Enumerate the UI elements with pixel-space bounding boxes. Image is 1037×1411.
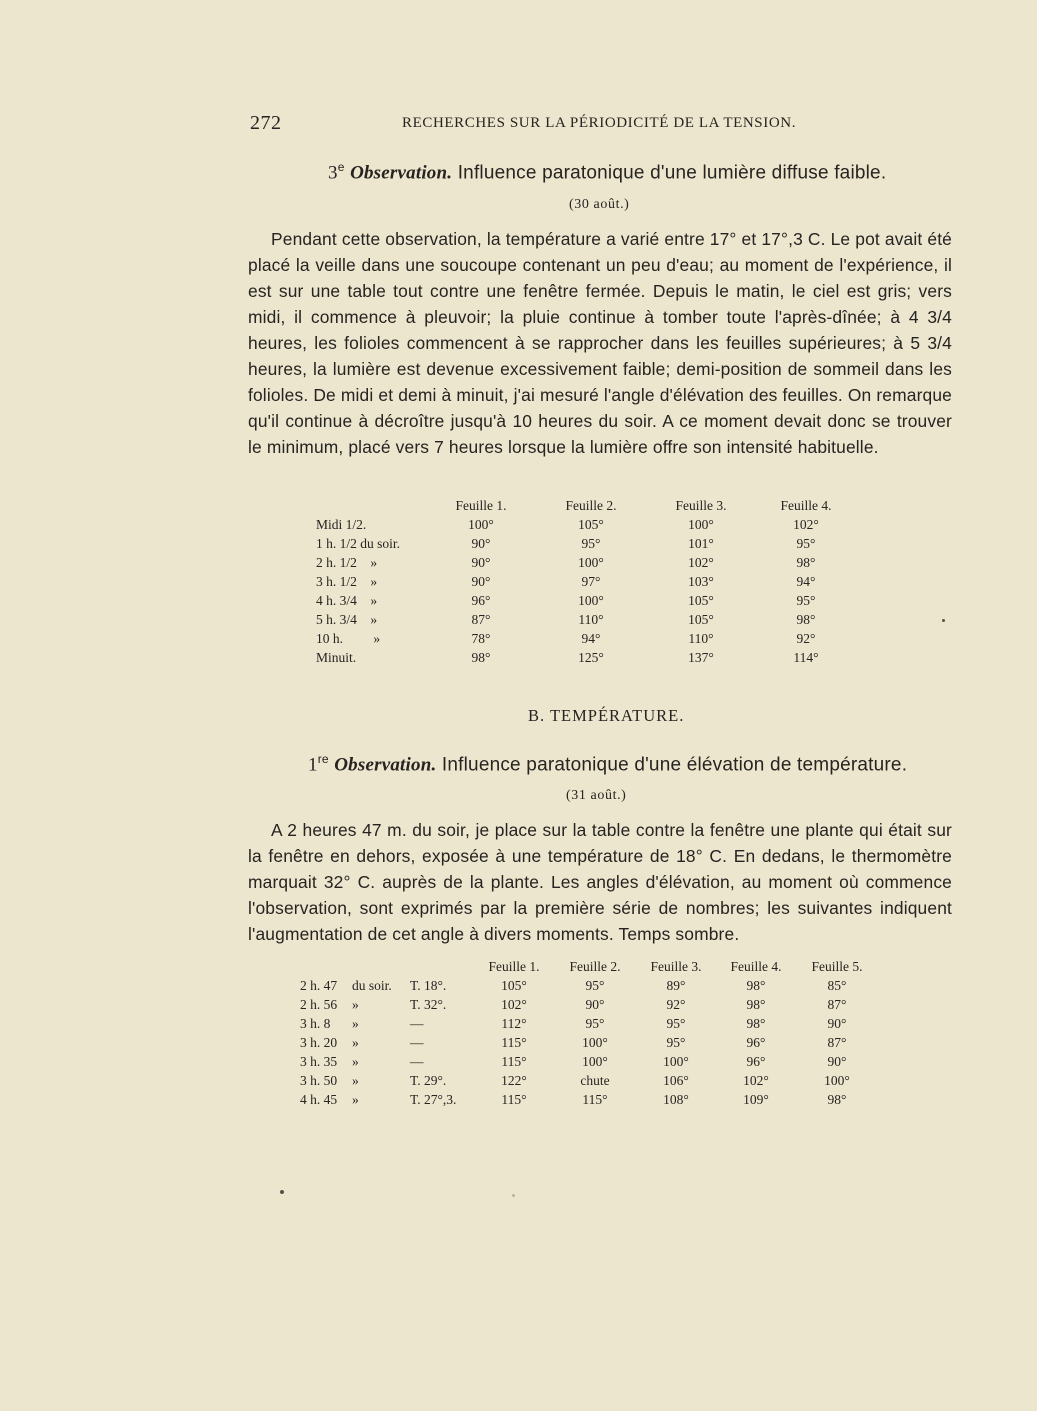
- observation-3-table: [316, 497, 856, 667]
- value-cell: 102°: [793, 516, 819, 532]
- value-cell: 92°: [666, 996, 686, 1012]
- value-cell: 108°: [663, 1091, 689, 1107]
- row-label-cell: 3 h. 1/2 »: [316, 573, 378, 589]
- value-cell: 110°: [578, 611, 604, 627]
- value-cell: 95°: [585, 977, 605, 993]
- row-label-cell: —: [410, 1015, 424, 1031]
- table-header-cell: [410, 958, 474, 976]
- value-cell: chute: [580, 1072, 610, 1088]
- value-cell: 95°: [666, 1034, 686, 1050]
- table-row: [316, 572, 856, 591]
- value-cell: 115°: [501, 1091, 527, 1107]
- value-cell: 137°: [688, 649, 714, 665]
- value-cell: 101°: [688, 535, 714, 551]
- table-header-cell: Feuille 3.: [675, 498, 727, 513]
- table-row: [316, 591, 856, 610]
- value-cell: 89°: [666, 977, 686, 993]
- value-cell: 90°: [471, 535, 491, 551]
- value-cell: 114°: [793, 649, 819, 665]
- table-header-cell: Feuille 1.: [488, 959, 540, 974]
- observation-number-suffix: re: [317, 752, 329, 766]
- value-cell: 96°: [471, 592, 491, 608]
- value-cell: 85°: [827, 977, 847, 993]
- value-cell: 95°: [796, 592, 816, 608]
- observation-number: 1: [308, 754, 318, 776]
- table-row: [300, 1014, 878, 1033]
- value-cell: 98°: [796, 554, 816, 570]
- running-title: RECHERCHES SUR LA PÉRIODICITÉ DE LA TENSION.: [402, 115, 797, 131]
- value-cell: 78°: [471, 630, 491, 646]
- value-cell: 122°: [501, 1072, 527, 1088]
- value-cell: 87°: [827, 996, 847, 1012]
- row-label-cell: 3 h. 50: [300, 1072, 338, 1088]
- value-cell: 100°: [578, 592, 604, 608]
- row-label-cell: T. 32°.: [410, 996, 447, 1012]
- table-row: [300, 1033, 878, 1052]
- value-cell: 98°: [746, 996, 766, 1012]
- value-cell: 105°: [578, 516, 604, 532]
- observation-title: Influence paratonique d'une élévation de température.: [441, 754, 908, 776]
- row-label-cell: 1 h. 1/2 du soir.: [316, 535, 401, 551]
- value-cell: 115°: [501, 1034, 527, 1050]
- value-cell: 100°: [582, 1034, 608, 1050]
- scan-speck: [512, 1194, 515, 1197]
- row-label-cell: —: [410, 1034, 424, 1050]
- value-cell: 95°: [666, 1015, 686, 1031]
- table-row: [316, 534, 856, 553]
- row-label-cell: 3 h. 20: [300, 1034, 338, 1050]
- value-cell: 90°: [827, 1053, 847, 1069]
- value-cell: 100°: [468, 516, 494, 532]
- value-cell: 100°: [582, 1053, 608, 1069]
- value-cell: 94°: [796, 573, 816, 589]
- value-cell: 94°: [581, 630, 601, 646]
- row-label-cell: »: [352, 1091, 359, 1107]
- observation-1-heading: [308, 752, 907, 776]
- table-row: [300, 1090, 878, 1109]
- row-label-cell: 4 h. 45: [300, 1091, 338, 1107]
- table-row: [316, 648, 856, 667]
- table-row: [316, 553, 856, 572]
- table-header-cell: [300, 958, 352, 976]
- observation-3-date: (30 août.): [569, 197, 630, 212]
- row-label-cell: 10 h. »: [316, 630, 381, 646]
- observation-label: Observation.: [334, 754, 437, 776]
- row-label-cell: »: [352, 1072, 359, 1088]
- row-label-cell: 2 h. 47: [300, 977, 338, 993]
- row-label-cell: du soir.: [352, 977, 392, 993]
- table-header-cell: Feuille 4.: [730, 959, 782, 974]
- value-cell: 102°: [501, 996, 527, 1012]
- table-header-row: [300, 958, 878, 976]
- table-header-cell: Feuille 2.: [569, 959, 621, 974]
- section-title: B. TEMPÉRATURE.: [528, 706, 685, 725]
- row-label-cell: 3 h. 8: [300, 1015, 331, 1031]
- value-cell: 90°: [585, 996, 605, 1012]
- table-header-cell: [352, 958, 410, 976]
- value-cell: 87°: [827, 1034, 847, 1050]
- observation-number: 3: [328, 162, 338, 184]
- observation-3-paragraph: Pendant cette observation, la température a varié entre 17° et 17°,3 C. Le pot avait été placé la veille dans une soucoupe contenant un peu d'eau; au moment de l'expérience, il est sur une table tout contre une fenêtre fermée. Depuis le matin, le ciel est gris; vers midi, il commence à pleuvoir; la pluie continue à tomber toute l'après-dînée; à 4 3/4 heures, les folioles commencent à se rapprocher dans les feuilles supérieures; à 5 3/4 heures, la lumière est devenue excessivement faible; demi-position de sommeil dans les folioles. De midi et demi à minuit, j'ai mesuré l'angle d'élévation des feuilles. On remarque qu'il continue à décroître jusqu'à 10 heures du soir. A ce moment devait donc se trouver le minimum, placé vers 7 heures lorsque la lumière offre son intensité habituelle.: [248, 229, 952, 457]
- value-cell: 98°: [471, 649, 491, 665]
- row-label-cell: »: [352, 1034, 359, 1050]
- value-cell: 98°: [796, 611, 816, 627]
- scan-speck: [280, 1190, 284, 1194]
- observation-label: Observation.: [350, 162, 453, 184]
- table-header-cell: Feuille 3.: [650, 959, 702, 974]
- table-row: [316, 515, 856, 534]
- row-label-cell: —: [410, 1053, 424, 1069]
- observation-1-paragraph: A 2 heures 47 m. du soir, je place sur la table contre la fenêtre une plante qui était sur la fenêtre en dehors, exposée à une température de 18° C. En dedans, le thermomètre marquait 32° C. auprès de la plante. Les angles d'élévation, au moment où commence l'observation, sont exprimés par la première série de nombres; les suivantes indiquent l'augmentation de cet angle à divers moments. Temps sombre.: [248, 820, 952, 944]
- value-cell: 125°: [578, 649, 604, 665]
- observation-title: Influence paratonique d'une lumière diffuse faible.: [457, 162, 887, 184]
- running-head: [250, 112, 950, 136]
- value-cell: 109°: [743, 1091, 769, 1107]
- value-cell: 97°: [581, 573, 601, 589]
- table-header-cell: Feuille 5.: [811, 959, 863, 974]
- row-label-cell: T. 27°,3.: [410, 1091, 457, 1107]
- value-cell: 105°: [501, 977, 527, 993]
- scan-speck: [942, 619, 945, 622]
- table-header-cell: Feuille 4.: [780, 498, 832, 513]
- table-header-cell: [316, 497, 426, 515]
- row-label-cell: Midi 1/2.: [316, 516, 367, 532]
- table-row: [316, 610, 856, 629]
- value-cell: 96°: [746, 1053, 766, 1069]
- value-cell: 100°: [824, 1072, 850, 1088]
- observation-3-heading: [328, 160, 886, 184]
- row-label-cell: 3 h. 35: [300, 1053, 338, 1069]
- row-label-cell: 4 h. 3/4 »: [316, 592, 378, 608]
- table-header-row: [316, 497, 856, 515]
- row-label-cell: T. 29°.: [410, 1072, 447, 1088]
- row-label-cell: »: [352, 1015, 359, 1031]
- value-cell: 92°: [796, 630, 816, 646]
- table-header-cell: Feuille 2.: [565, 498, 617, 513]
- value-cell: 87°: [471, 611, 491, 627]
- value-cell: 100°: [663, 1053, 689, 1069]
- row-label-cell: 2 h. 56: [300, 996, 338, 1012]
- table-row: [300, 995, 878, 1014]
- table-header-cell: Feuille 1.: [455, 498, 507, 513]
- table-row: [300, 1071, 878, 1090]
- value-cell: 98°: [746, 1015, 766, 1031]
- value-cell: 115°: [501, 1053, 527, 1069]
- row-label-cell: 5 h. 3/4 »: [316, 611, 378, 627]
- value-cell: 110°: [688, 630, 714, 646]
- value-cell: 100°: [688, 516, 714, 532]
- value-cell: 103°: [688, 573, 714, 589]
- table-row: [300, 976, 878, 995]
- value-cell: 105°: [688, 592, 714, 608]
- value-cell: 95°: [581, 535, 601, 551]
- value-cell: 90°: [827, 1015, 847, 1031]
- value-cell: 102°: [743, 1072, 769, 1088]
- observation-1-table: [300, 958, 878, 1109]
- value-cell: 90°: [471, 573, 491, 589]
- value-cell: 102°: [688, 554, 714, 570]
- value-cell: 90°: [471, 554, 491, 570]
- table-row: [316, 629, 856, 648]
- table-row: [300, 1052, 878, 1071]
- value-cell: 95°: [796, 535, 816, 551]
- observation-number-suffix: e: [337, 160, 345, 174]
- value-cell: 112°: [501, 1015, 527, 1031]
- observation-1-date: (31 août.): [566, 788, 627, 803]
- row-label-cell: »: [352, 1053, 359, 1069]
- page-number: 272: [250, 112, 282, 134]
- value-cell: 100°: [578, 554, 604, 570]
- value-cell: 106°: [663, 1072, 689, 1088]
- value-cell: 98°: [827, 1091, 847, 1107]
- row-label-cell: Minuit.: [316, 649, 357, 665]
- value-cell: 95°: [585, 1015, 605, 1031]
- value-cell: 98°: [746, 977, 766, 993]
- row-label-cell: T. 18°.: [410, 977, 447, 993]
- row-label-cell: 2 h. 1/2 »: [316, 554, 378, 570]
- value-cell: 96°: [746, 1034, 766, 1050]
- value-cell: 115°: [582, 1091, 608, 1107]
- row-label-cell: »: [352, 996, 359, 1012]
- value-cell: 105°: [688, 611, 714, 627]
